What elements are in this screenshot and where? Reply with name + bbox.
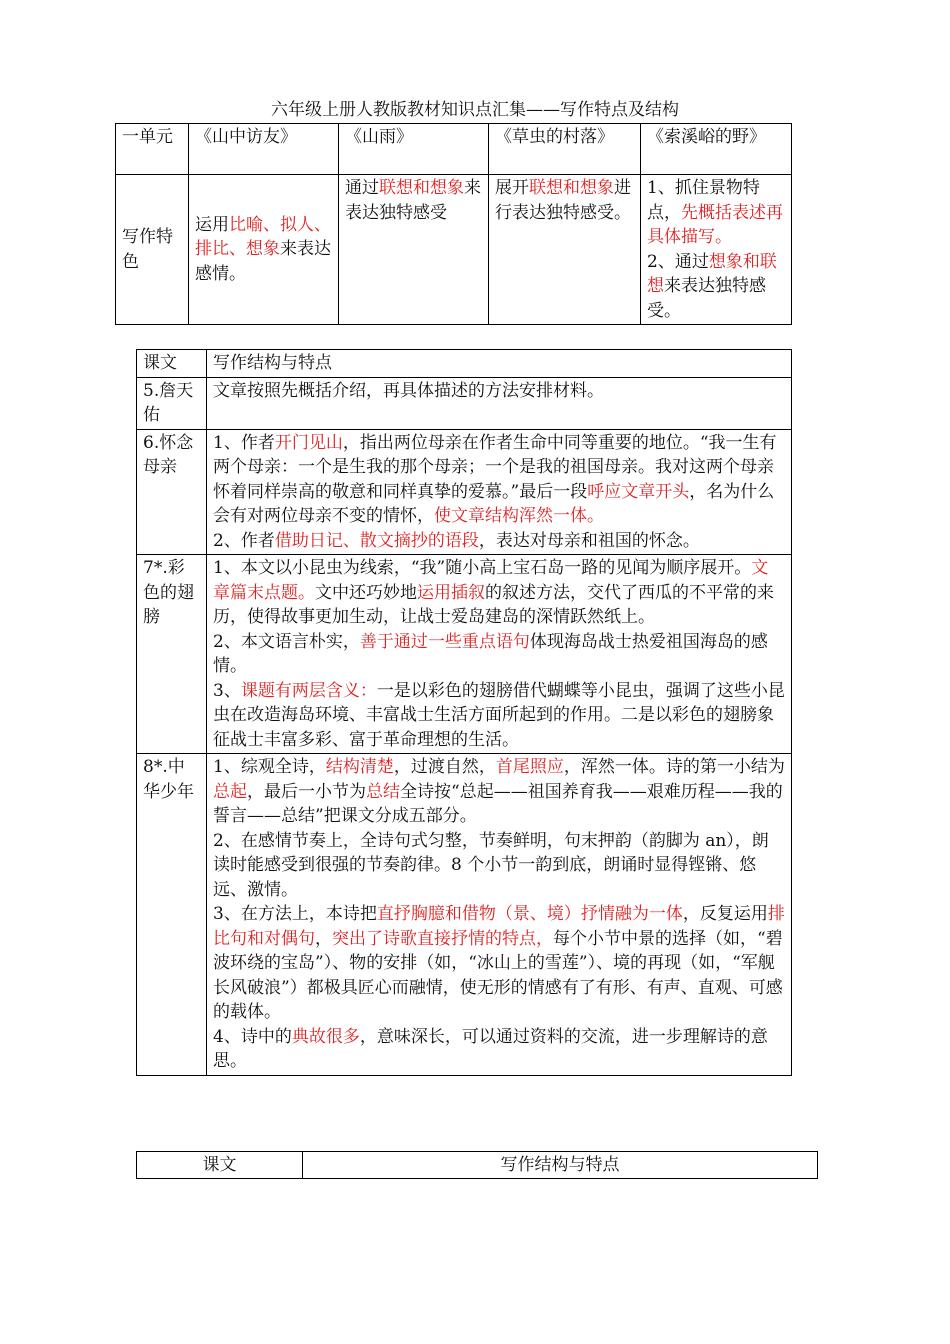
highlighted-text: 先概括表述再具体描写。 <box>647 202 783 247</box>
lesson-content <box>207 377 792 429</box>
unit-table-feature-row <box>116 175 792 325</box>
feature-cell <box>489 175 641 325</box>
unit-header-cell: 《山中访友》 <box>189 124 339 175</box>
body-text: 展开 <box>495 178 529 198</box>
body-text: 来表达独特感受 <box>345 178 481 223</box>
body-text: ，反复运用 <box>682 904 768 924</box>
body-text: 每个小节中景的选择（如，“碧波环绕的宝岛”）、物的安排（如，“冰山上的雪莲”）、境的再现（如，“军舰长风破浪”）都极具匠心而融情，使无形的情感有了有形、有声、直观、可感的载体。 <box>213 928 783 1022</box>
body-text: 通过 <box>345 178 379 198</box>
body-text: 体现海岛战士热爱祖国海岛的感情。 <box>213 631 768 676</box>
lesson-table-2-header-row <box>137 1152 818 1179</box>
feature-cell <box>189 175 339 325</box>
lesson-header-cell: 课文 <box>137 1152 303 1179</box>
unit-header-cell: 《山雨》 <box>339 124 489 175</box>
lesson-content <box>207 754 792 1076</box>
highlighted-text: 典故很多 <box>291 1026 360 1047</box>
lesson-header-cell: 课文 <box>137 350 207 378</box>
body-text: ，表达对母亲和祖国的怀念。 <box>478 530 700 551</box>
body-text: 4、诗中的 <box>213 1026 292 1047</box>
unit-header-cell: 《草虫的村落》 <box>489 124 641 175</box>
lesson-header-cell: 写作结构与特点 <box>303 1152 818 1179</box>
lesson-row <box>137 429 792 555</box>
highlighted-text: 开门见山 <box>274 432 343 453</box>
body-text: 文中还巧妙地 <box>315 582 417 603</box>
highlighted-text: 借助日记、散文摘抄的语段 <box>274 530 479 551</box>
body-text: ，意味深长，可以通过资料的交流，进一步理解诗的意思。 <box>213 1026 768 1071</box>
body-text: 全诗按“总起——祖国养育我——艰难历程——我的誓言——总结”把课文分成五部分。 <box>213 781 783 826</box>
feature-cell <box>339 175 489 325</box>
feature-cell <box>641 175 792 325</box>
body-text: 1、综观全诗， <box>213 757 326 777</box>
highlighted-text: 想象和联想 <box>647 251 777 296</box>
lesson-row <box>137 377 792 429</box>
highlighted-text: 联想和想象 <box>379 178 464 198</box>
lesson-content <box>207 555 792 754</box>
lesson-table-2 <box>136 1151 818 1179</box>
body-text: 进行表达独特感受。 <box>495 178 631 223</box>
body-text: 文章按照先概括介绍，再具体描述的方法安排材料。 <box>213 380 604 401</box>
body-text: 3、 <box>213 680 241 701</box>
body-text: ，浑然一体。诗的第一小结为 <box>563 757 785 777</box>
highlighted-text: 呼应文章开头 <box>587 481 690 502</box>
lesson-content <box>207 429 792 555</box>
highlighted-text: 课题有两层含义： <box>240 680 377 701</box>
body-text: 运用 <box>195 214 229 235</box>
highlighted-text: 直抒胸臆和借物（景、境）抒情融为一体 <box>376 904 683 924</box>
lesson-row <box>137 555 792 754</box>
highlighted-text: 首尾照应 <box>495 757 564 777</box>
unit-table <box>115 123 792 325</box>
lesson-row <box>137 754 792 1076</box>
body-text: 1、作者 <box>213 432 275 453</box>
body-text: 2、本文语言朴实， <box>213 631 360 652</box>
lesson-table-header-row <box>137 350 792 378</box>
body-text: ，最后一小节为 <box>247 781 366 802</box>
body-text: ，过渡自然， <box>393 757 496 777</box>
unit-label: 一单元 <box>116 124 189 175</box>
highlighted-text: 总结 <box>366 781 400 802</box>
feature-label: 写作特色 <box>116 175 189 325</box>
highlighted-text: 善于通过一些重点语句 <box>359 631 530 652</box>
lesson-header-cell: 写作结构与特点 <box>207 350 792 378</box>
unit-table-header-row <box>116 124 792 175</box>
body-text: ， <box>315 928 332 949</box>
body-text: ，指出两位母亲在作者生命中同等重要的地位。“我一生有两个母亲：一个是生我的那个母亲；一个是我的祖国母亲。我对这两个母亲怀着同样崇高的敬意和同样真挚的爱慕。”最后一段 <box>213 432 777 502</box>
highlighted-text: 比喻、拟人、排比、想象 <box>195 214 331 260</box>
lesson-table <box>136 349 792 1076</box>
body-text: 的叙述方法，交代了西瓜的不平常的来历，使得故事更加生动，让战士爱岛建岛的深情跃然纸上。 <box>213 582 774 627</box>
highlighted-text: 运用插叙 <box>417 582 485 603</box>
body-text: 1、抓住景物特点， <box>647 178 760 223</box>
highlighted-text: 总起 <box>213 781 247 802</box>
body-text: 2、通过 <box>647 251 709 272</box>
highlighted-text: 文章篇末点题。 <box>213 558 769 603</box>
highlighted-text: 使文章结构浑然一体。 <box>434 506 604 526</box>
highlighted-text: 排比句和对偶句 <box>213 904 785 949</box>
lesson-title: 7*.彩色的翅膀 <box>137 555 207 754</box>
body-text: 来表达感情。 <box>195 239 331 284</box>
lesson-title: 8*.中华少年 <box>137 754 207 1076</box>
body-text: 1、本文以小昆虫为线索，“我”随小高上宝石岛一路的见闻为顺序展开。 <box>213 558 752 578</box>
lesson-title: 6.怀念母亲 <box>137 429 207 555</box>
body-text: 来表达独特感受。 <box>647 276 766 321</box>
unit-header-cell: 《索溪峪的野》 <box>641 124 792 175</box>
body-text: 3、在方法上，本诗把 <box>213 904 377 924</box>
highlighted-text: 联想和想象 <box>529 178 614 198</box>
highlighted-text: 突出了诗歌直接抒情的特点， <box>332 928 553 949</box>
page-title: 六年级上册人教版教材知识点汇集——写作特点及结构 <box>271 100 679 120</box>
body-text: 2、作者 <box>213 530 275 551</box>
lesson-title: 5.詹天佑 <box>137 377 207 429</box>
body-text: 一是以彩色的翅膀借代蝴蝶等小昆虫，强调了这些小昆虫在改造海岛环境、丰富战士生活方面所起到的作用。二是以彩色的翅膀象征战士丰富多彩、富于革命理想的生活。 <box>213 680 785 750</box>
body-text: 2、在感情节奏上，全诗句式匀整，节奏鲜明，句末押韵（韵脚为 an），朗读时能感受到很强的节奏韵律。8 个小节一韵到底，朗诵时显得铿锵、悠远、激情。 <box>213 830 769 900</box>
body-text: ，名为什么会有对两位母亲不变的情怀， <box>213 481 775 526</box>
highlighted-text: 结构清楚 <box>325 757 394 777</box>
